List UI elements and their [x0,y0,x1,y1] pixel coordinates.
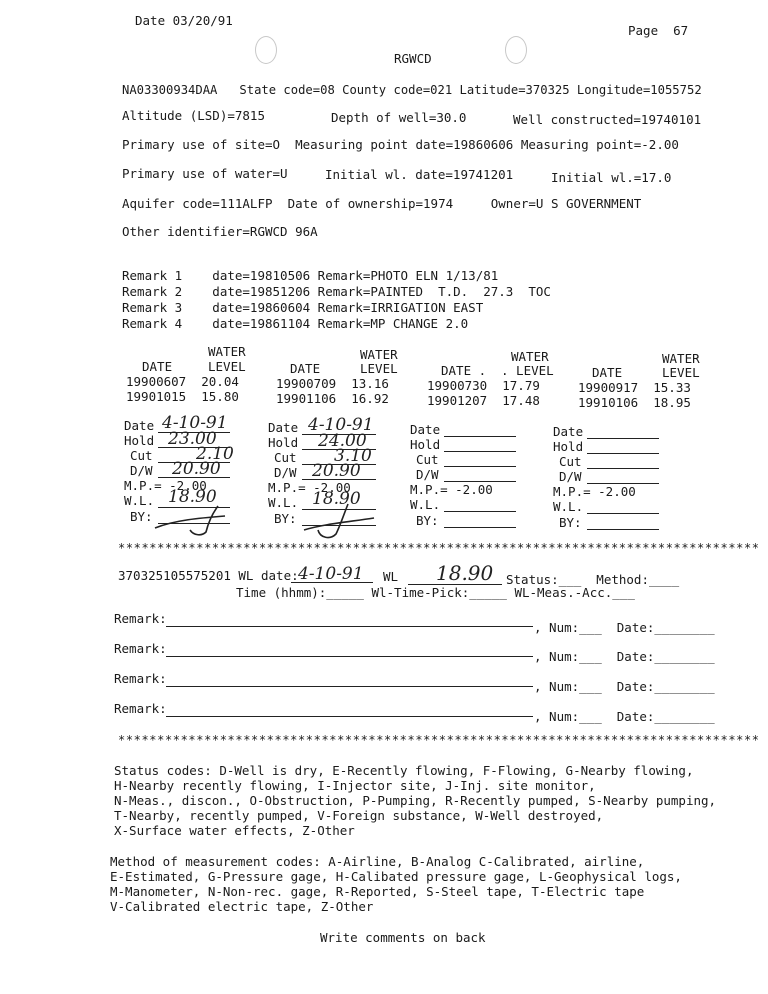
wl-col3-row1: 19900730 17.79 [427,378,540,393]
well-constructed: Well constructed=19740101 [513,112,702,127]
fb4-date-label: Date [553,424,584,439]
remark-1: Remark 1 date=19810506 Remark=PHOTO ELN 1/13/81 [122,268,499,283]
method-codes-3: M-Manometer, N-Non-rec. gage, R-Reported, S-Steel tape, T-Electric tape [110,884,645,899]
fb2-wl-label: W.L. [268,495,299,510]
other-identifier: Other identifier=RGWCD 96A [122,224,318,239]
fb4-dw-label: D/W [559,469,582,484]
depth-of-well: Depth of well=30.0 [331,110,467,125]
header-date-cut: Date 03/20/91 [135,13,233,28]
status-method[interactable]: Status:___ Method:____ [506,572,680,587]
wl-hdr-level-1: LEVEL [208,359,246,374]
remark-entry-field[interactable] [166,686,533,687]
wl-hdr-date-2: DATE [290,361,321,376]
remark-entry-label: Remark: [114,611,167,626]
fb3-date-field[interactable] [444,436,516,437]
remark-3: Remark 3 date=19860604 Remark=IRRIGATION EAST [122,300,484,315]
site-row-1: NA03300934DAA State code=08 County code=021 Latitude=370325 Longitude=1055752 [122,83,702,97]
wl-col3-row2: 19901207 17.48 [427,393,540,408]
method-codes-1: Method of measurement codes: A-Airline, B-Analog C-Calibrated, airline, [110,854,645,869]
remark-4: Remark 4 date=19861104 Remark=MP CHANGE 2.0 [122,316,469,331]
site-row-5: Aquifer code=111ALFP Date of ownership=1974 Owner=U S GOVERNMENT [122,196,642,211]
fb4-cut-field[interactable] [587,468,659,469]
remark-num-date[interactable]: , Num:___ Date:________ [534,649,715,664]
fb1-date-label: Date [124,418,155,433]
fb2-dw-value: 20.90 [312,461,361,481]
fb3-by-field[interactable] [444,527,516,528]
fb1-wl-value: 18.90 [168,487,217,507]
wl-hdr-water-2: WATER [360,347,398,362]
status-codes-5: X-Surface water effects, Z-Other [114,823,355,838]
remark-entry-field[interactable] [166,716,533,717]
fb3-cut-label: Cut [416,452,439,467]
fb2-wl-value: 18.90 [312,489,361,509]
wl-hdr-water-3: WATER [511,349,549,364]
fb3-cut-field[interactable] [444,466,516,467]
fb1-by-label: BY: [130,509,153,524]
fb4-hold-label: Hold [553,439,584,454]
wl-hdr-date-1: DATE [142,359,173,374]
wl-hdr-date-3: DATE . [441,363,487,378]
fb4-date-field[interactable] [587,438,659,439]
fb3-mp: M.P.= -2.00 [410,482,493,497]
fb2-hold-label: Hold [268,435,299,450]
remark-num-date[interactable]: , Num:___ Date:________ [534,679,715,694]
fb4-by-field[interactable] [587,529,659,530]
wl-label: WL [383,569,399,584]
wl-value: 18.90 [436,561,494,585]
fb3-wl-field[interactable] [444,511,516,512]
wl-hdr-water-4: WATER [662,351,700,366]
initial-wl: Initial wl.=17.0 [551,170,672,185]
fb4-cut-label: Cut [559,454,582,469]
separator-top: ********************************************************************************** [118,541,760,555]
separator-bottom: ********************************************************************************** [118,733,760,747]
status-codes-4: T-Nearby, recently pumped, V-Foreign substance, W-Well destroyed, [114,808,604,823]
wl-date-value: 4-10-91 [298,564,364,584]
fb2-by-label: BY: [274,511,297,526]
fb1-signature [150,500,240,540]
fb1-date-value: 4-10-91 [162,413,228,433]
fb4-wl-label: W.L. [553,499,584,514]
remark-entry-label: Remark: [114,671,167,686]
fb1-hold-label: Hold [124,433,155,448]
wl-col2-row1: 19900709 13.16 [276,376,389,391]
primary-use-water: Primary use of water=U [122,166,288,181]
wl-hdr-level-2: LEVEL [360,361,398,376]
altitude: Altitude (LSD)=7815 [122,108,265,123]
fb1-cut-label: Cut [130,448,153,463]
remark-entry-field[interactable] [166,626,533,627]
status-codes-1: Status codes: D-Well is dry, E-Recently flowing, F-Flowing, G-Nearby flowing, [114,763,694,778]
fb3-hold-label: Hold [410,437,441,452]
fb2-date-value: 4-10-91 [308,415,374,435]
punch-hole-left [255,36,277,64]
fb4-mp: M.P.= -2.00 [553,484,636,499]
wl-col1-row2: 19901015 15.80 [126,389,239,404]
remark-entry-label: Remark: [114,641,167,656]
remark-entry-field[interactable] [166,656,533,657]
fb4-wl-field[interactable] [587,513,659,514]
fb1-hold-value: 23.00 [168,429,217,449]
fb3-by-label: BY: [416,513,439,528]
remark-entry-label: Remark: [114,701,167,716]
page-number: Page 67 [628,23,689,38]
wl-hdr-level-3: . LEVEL [501,363,554,378]
remark-2: Remark 2 date=19851206 Remark=PAINTED T.D. 27.3 TOC [122,284,551,299]
wl-hdr-water-1: WATER [208,344,246,359]
fb4-by-label: BY: [559,515,582,530]
wl-col2-row2: 19901106 16.92 [276,391,389,406]
fb2-date-label: Date [268,420,299,435]
fb1-wl-label: W.L. [124,493,155,508]
wl-col4-row2: 19910106 18.95 [578,395,691,410]
status-codes-2: H-Nearby recently flowing, I-Injector site, J-Inj. site monitor, [114,778,596,793]
fb2-signature [296,500,386,545]
status-codes-3: N-Meas., discon., O-Obstruction, P-Pumping, R-Recently pumped, S-Nearby pumping, [114,793,717,808]
site-id-wl-date-label: 370325105575201 WL date: [118,568,299,583]
wl-col1-row1: 19900607 20.04 [126,374,239,389]
fb1-cut-value: 2.10 [196,444,234,464]
fb1-mp: M.P.= -2.00 [124,478,207,493]
remark-num-date[interactable]: , Num:___ Date:________ [534,620,715,635]
method-codes-4: V-Calibrated electric tape, Z-Other [110,899,374,914]
wl-hdr-date-4: DATE [592,365,623,380]
site-row-3: Primary use of site=O Measuring point date=19860606 Measuring point=-2.00 [122,137,679,152]
fb2-cut-value: 3.10 [334,446,372,466]
fb1-dw-value: 20.90 [172,459,221,479]
punch-hole-right [505,36,527,64]
wl-col4-row1: 19900917 15.33 [578,380,691,395]
fb2-dw-label: D/W [274,465,297,480]
footer-note: Write comments on back [320,930,486,945]
fb2-mp: M.P.= -2.00 [268,480,351,495]
initial-wl-date: Initial wl. date=19741201 [325,167,514,182]
method-codes-2: E-Estimated, G-Pressure gage, H-Calibated pressure gage, L-Geophysical logs, [110,869,682,884]
fb4-hold-field[interactable] [587,453,659,454]
remark-num-date[interactable]: , Num:___ Date:________ [534,709,715,724]
fb2-cut-label: Cut [274,450,297,465]
fb1-dw-label: D/W [130,463,153,478]
fb3-hold-field[interactable] [444,451,516,452]
fb3-wl-label: W.L. [410,497,441,512]
wl-hdr-level-4: LEVEL [662,365,700,380]
agency-title: RGWCD [394,51,432,66]
fb3-dw-label: D/W [416,467,439,482]
fb3-date-label: Date [410,422,441,437]
time-pick-line[interactable]: Time (hhmm):_____ Wl-Time-Pick:_____ WL-Meas.-Acc.___ [236,585,635,600]
fb2-hold-value: 24.00 [318,431,367,451]
